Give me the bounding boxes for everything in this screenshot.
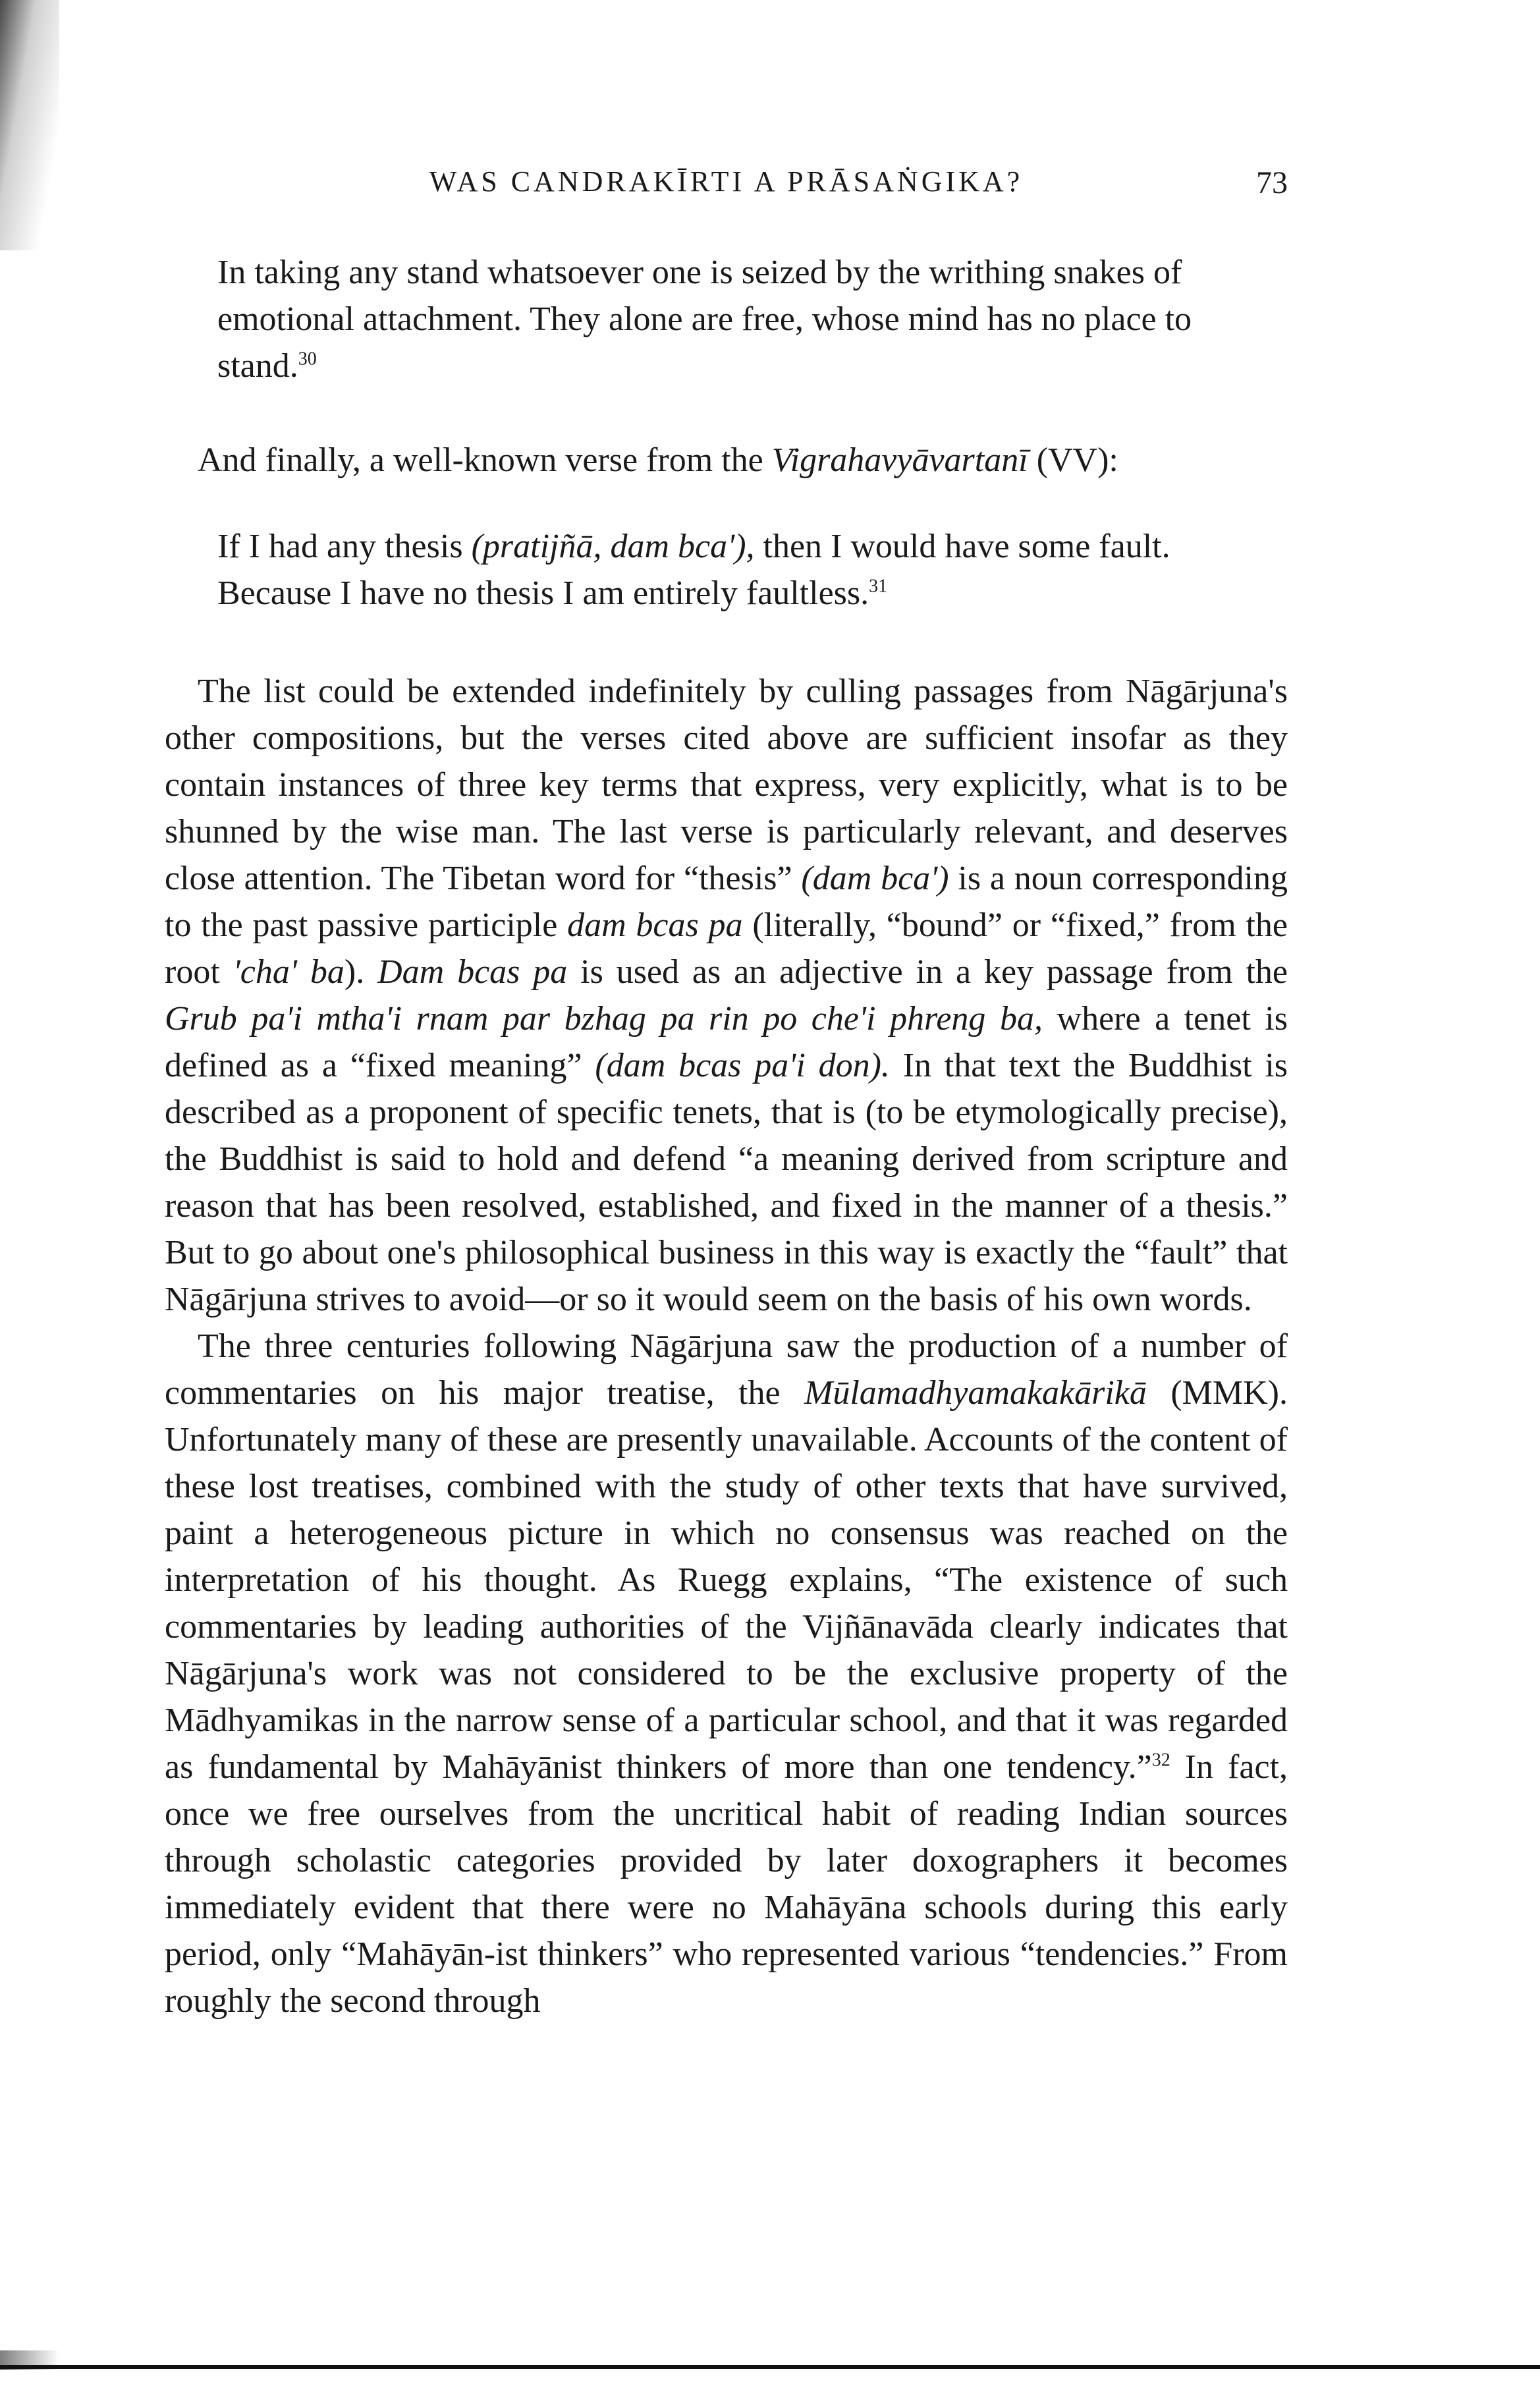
footnote-ref-31: 31 (869, 576, 888, 597)
page-body (165, 249, 1288, 2024)
para-1-text-3: (literally, “bound” or “fixed,” from the root (165, 906, 1288, 991)
para-1-text-4: ). (344, 953, 378, 991)
intro-after: (VV): (1028, 441, 1118, 479)
para-1-italic-5: Grub pa'i mtha'i rnam par bzhag pa rin po che'i phreng ba, (165, 1000, 1043, 1038)
para-2-text-3: In fact, once we free ourselves from the uncritical habit of reading Indian sources through scholastic categories provided by later doxographers it becomes immediately evident that there were no Mahāyāna schools during this early period, only “Mahāyān-ist thinkers” who represented various “tendencies.” From roughly the second through (165, 1748, 1288, 2020)
para-2-text-1: The three centuries following Nāgārjuna saw the production of a number of commentaries on his major treatise, the (165, 1327, 1288, 1412)
para-1-italic-4: Dam bcas pa (377, 953, 568, 991)
para-1-text-6: where a tenet is defined as a “fixed meaning” (165, 1000, 1288, 1084)
quote-2-terms: (pratijñā, dam bca'), (471, 528, 755, 565)
block-quote-2 (165, 523, 1288, 617)
scan-bottom-edge (0, 2365, 1540, 2369)
scan-corner-shadow (0, 0, 59, 250)
footnote-ref-30: 30 (298, 348, 317, 370)
para-1-text-1: The list could be extended indefinitely by culling passages from Nāgārjuna's other compositions, but the verses cited above are sufficient insofar as they contain instances of three key terms that express, very explicitly, what is to be shunned by the wise man. The last verse is particularly relevant, and deserves close attention. The Tibetan word for “thesis” (165, 673, 1288, 897)
intro-title: Vigrahavyāvartanī (771, 441, 1028, 479)
intro-before: And finally, a well-known verse from the (198, 441, 772, 479)
para-1-italic-6: (dam bcas pa'i don). (595, 1047, 890, 1084)
intro-line (165, 437, 1288, 484)
para-1-italic-3: 'cha' ba (233, 953, 344, 991)
quote-1-text: In taking any stand whatsoever one is seized by the writhing snakes of emotional attachment. They alone are free, whose mind has no place to stand. (217, 254, 1192, 385)
block-quote-1 (165, 249, 1288, 389)
para-2-italic-1: Mūlamadhyamakakārikā (804, 1374, 1147, 1412)
para-1-italic-2: dam bcas pa (567, 906, 743, 944)
quote-2-before: If I had any thesis (217, 528, 472, 565)
paragraph-2 (165, 1323, 1288, 2024)
para-1-italic-1: (dam bca') (801, 860, 949, 897)
para-1-text-2: is a noun corresponding to the past passive participle (165, 860, 1288, 944)
page-header (165, 165, 1288, 217)
para-1-text-5: is used as an adjective in a key passage from the (567, 953, 1288, 991)
running-head: WAS CANDRAKĪRTI A PRĀSAṄGIKA? (429, 165, 1024, 198)
paragraph-1 (165, 668, 1288, 1323)
quote-2-after: then I would have some fault. Because I have no thesis I am entirely faultless. (217, 528, 1170, 612)
page-number: 73 (1256, 165, 1288, 200)
para-1-text-7: In that text the Buddhist is described as a proponent of specific tenets, that is (to be etymologically precise), the Buddhist is said to hold and defend “a meaning derived from scripture and reason that has been resolved, established, and fixed in the manner of a thesis.” But to go about one's philosophical business in this way is exactly the “fault” that Nāgārjuna strives to avoid—or so it would seem on the basis of his own words. (165, 1047, 1288, 1318)
footnote-ref-32: 32 (1151, 1750, 1170, 1771)
para-2-text-2: (MMK). Unfortunately many of these are presently unavailable. Accounts of the content of these lost treatises, combined with the study of other texts that have survived, paint a heterogeneous picture in which no consensus was reached on the interpretation of his thought. As Ruegg explains, “The existence of such commentaries by leading authorities of the Vijñānavāda clearly indicates that Nāgārjuna's work was not considered to be the exclusive property of the Mādhyamikas in the narrow sense of a particular school, and that it was regarded as fundamental by Mahāyānist thinkers of more than one tendency.” (165, 1374, 1288, 1786)
